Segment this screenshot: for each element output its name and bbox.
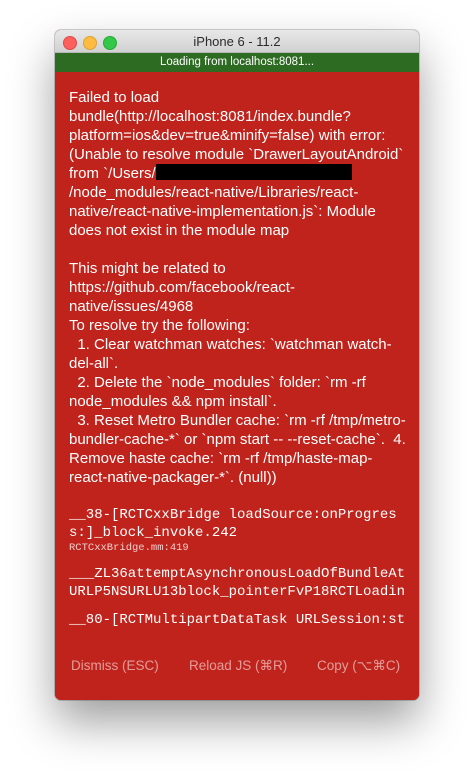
simulator-window (55, 30, 419, 700)
stack-frame[interactable] (69, 611, 407, 638)
stack-frame[interactable] (69, 565, 407, 601)
copy-button[interactable]: Copy (⌥⌘C) (317, 658, 401, 673)
error-message-part1: Failed to load bundle(http://localhost:8081/index.bundle?platform=ios&dev=true&minify=false) with error:(Unable to resolve module `DrawerLayoutAndroid` from `/Users/ (69, 89, 408, 182)
loading-banner: Loading from localhost:8081... (55, 53, 419, 72)
stack-frame-title: __80-[RCTMultipartDataTask URLSession:st (69, 612, 406, 628)
redacted-path (156, 164, 352, 180)
stack-frame-title: __38-[RCTCxxBridge loadSource:onProgress:]_block_invoke.242 (69, 507, 397, 541)
stack-frame-title: ___ZL36attemptAsynchronousLoadOfBundleAtURLP5NSURLU13block_pointerFvP18RCTLoadin (69, 566, 406, 600)
window-title: iPhone 6 - 11.2 (193, 34, 281, 49)
error-content (69, 88, 407, 648)
error-message (69, 88, 407, 487)
stack-trace (69, 506, 407, 638)
stack-frame-file: RCTCxxBridge.mm:419 (69, 542, 189, 554)
stack-frame[interactable] (69, 506, 407, 555)
dismiss-button[interactable]: Dismiss (ESC) (71, 658, 159, 673)
error-message-part2: /node_modules/react-native/Libraries/react-native/react-native-implementation.js`: Module does not exist in the module map This might be related to https://github.com/facebook/react-native/issues/4968 To resolve try the following: 1. Clear watchman watches: `watchman watch-del-all`. 2. Delete the `node_modules` folder: `rm -rf node_modules && npm install`. 3. Reset Metro Bundler cache: `rm -rf /tmp/metro-bundler-cache-*` or `npm start -- --reset-cache`. 4. Remove haste cache: `rm -rf /tmp/haste-map-react-native-packager-*`. (null)) (69, 184, 406, 486)
redbox-footer (55, 638, 419, 700)
stack-frame-title-overflow (69, 629, 407, 638)
reload-js-button[interactable]: Reload JS (⌘R) (189, 658, 288, 673)
title-bar[interactable] (55, 30, 419, 53)
